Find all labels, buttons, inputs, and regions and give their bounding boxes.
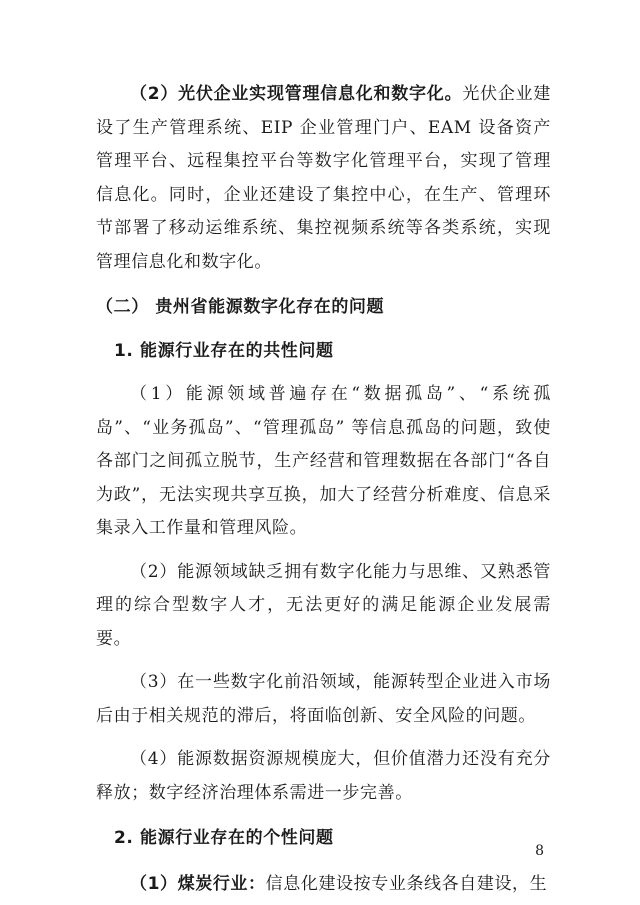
coal-paragraph-title: （1）煤炭行业： bbox=[130, 873, 266, 894]
coal-paragraph-body: 信息化建设按专业条线各自建设，生 bbox=[265, 873, 548, 894]
document-page bbox=[96, 78, 551, 901]
common-problem-4: （4）能源数据资源规模庞大，但价值潜力还没有充分释放；数字经济治理体系需进一步完善。 bbox=[96, 749, 551, 803]
common-problem-3: （3）在一些数字化前沿领域，能源转型企业进入市场后由于相关规范的滞后，将面临创新、安全风险的问题。 bbox=[96, 672, 551, 726]
section-heading-problems: （二） 贵州省能源数字化存在的问题 bbox=[96, 297, 385, 317]
pv-paragraph-title: （2）光伏企业实现管理信息化和数字化。 bbox=[130, 84, 463, 104]
pv-paragraph-body: 光伏企业建设了生产管理系统、EIP 企业管理门户、EAM 设备资产管理平台、远程集控平台等数字化管理平台，实现了管理信息化。同时，企业还建设了集控中心，在生产、管理环节部署了移动运维系统、集控视频系统等各类系统，实现管理信息化和数字化。 bbox=[96, 84, 551, 272]
paragraph-coal-industry bbox=[96, 868, 551, 902]
subheading-individual-problems: 2. 能源行业存在的个性问题 bbox=[114, 828, 334, 848]
common-problem-1: （1）能源领域普遍存在“数据孤岛”、“系统孤岛”、“业务孤岛”、“管理孤岛” 等信息孤岛的问题，致使各部门之间孤立脱节，生产经营和管理数据在各部门“各自为政”，无法实现共享互换，加大了经营分析难度、信息采集录入工作量和管理风险。 bbox=[96, 384, 551, 538]
common-problem-2: （2）能源领域缺乏拥有数字化能力与思维、又熟悉管理的综合型数字人才，无法更好的满足能源企业发展需要。 bbox=[96, 561, 551, 649]
subheading-common-problems: 1. 能源行业存在的共性问题 bbox=[114, 340, 334, 361]
page-number: 8 bbox=[535, 843, 544, 859]
paragraph-pv-enterprise bbox=[96, 78, 551, 279]
